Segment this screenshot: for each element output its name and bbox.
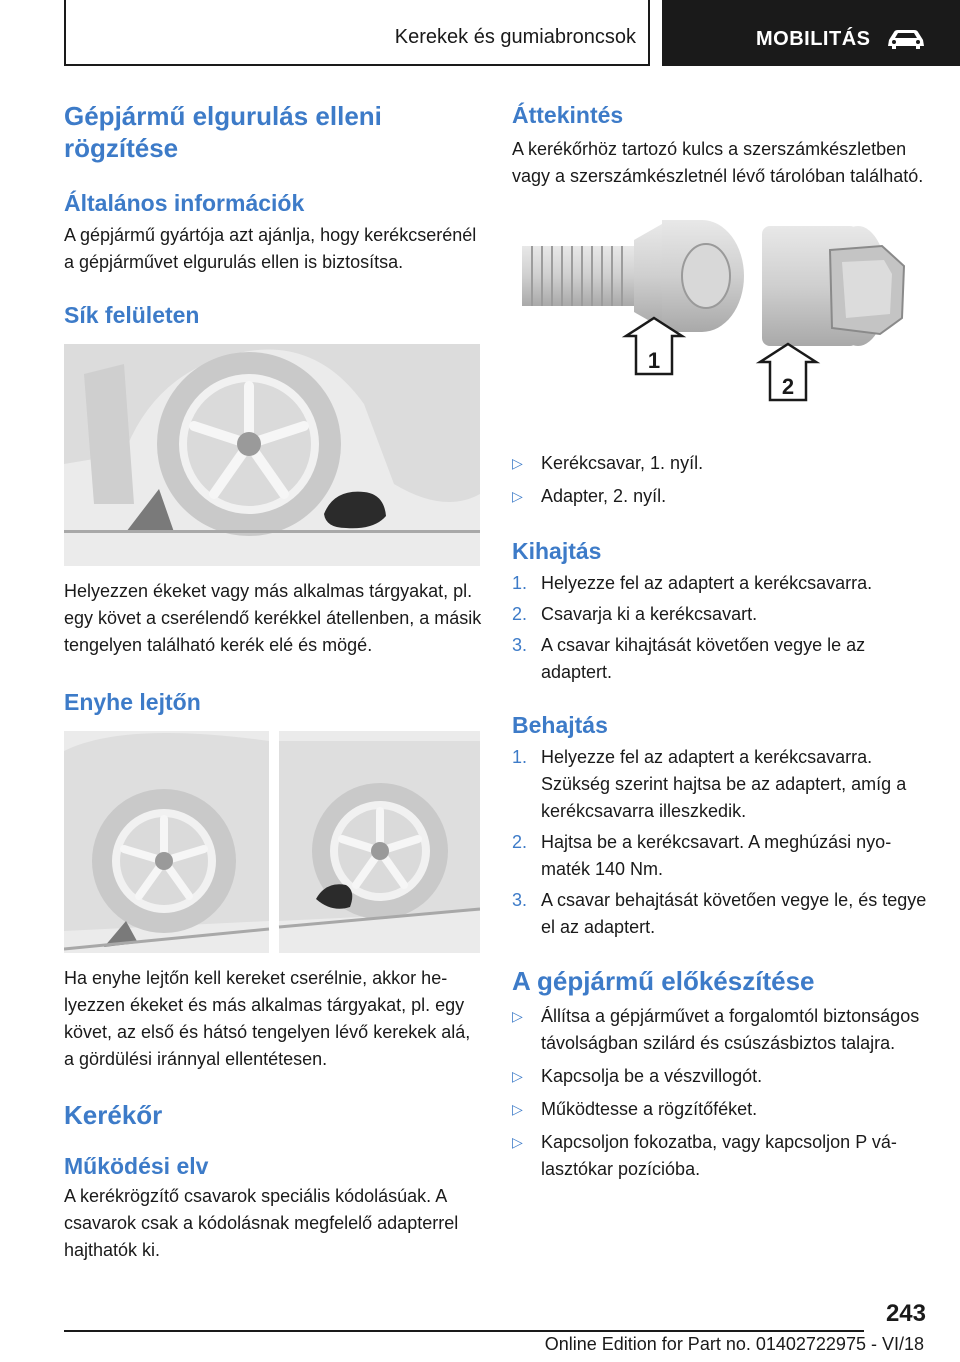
svg-text:1: 1: [647, 348, 661, 373]
slope-heading: Enyhe lejtőn: [64, 689, 201, 715]
footer-divider: [64, 1330, 864, 1332]
car-icon: [886, 28, 926, 50]
step-text: Hajtsa be a kerékcsavart. A meghúzási nyomaték 140 Nm.: [541, 832, 892, 879]
list-item: [512, 570, 930, 597]
bullet-triangle-icon: ▷: [512, 1068, 523, 1084]
wheel-chock-flat-image: [64, 344, 480, 566]
bullet-triangle-icon: ▷: [512, 455, 523, 471]
overview-text: A kerékőrhöz tartozó kulcs a szerszámkészletben vagy a szerszámkészletnél lévő tárolóban található.: [512, 139, 924, 186]
unscrew-heading: Kihajtás: [512, 538, 602, 564]
section-title-line2: rögzítése: [64, 133, 179, 163]
footer-edition-text: Online Edition for Part no. 01402722975 - VI/18: [544, 1334, 924, 1354]
vehicle-prep-heading: A gépjármű előkészítése: [512, 966, 815, 996]
list-item: [512, 1003, 930, 1057]
unscrew-steps: [512, 570, 930, 686]
step-number: 3.: [512, 890, 528, 910]
step-number: 2.: [512, 604, 528, 624]
right-column: [512, 100, 930, 1183]
step-number: 3.: [512, 635, 528, 655]
list-item-text: Kerékcsavar, 1. nyíl.: [541, 453, 704, 473]
list-item: [512, 887, 930, 941]
list-item: [512, 1063, 930, 1090]
list-item-text: Kapcsoljon fokozatba, vagy kapcsoljon P választókar pozícióba.: [541, 1132, 897, 1179]
wheel-chock-slope-image: [64, 731, 480, 953]
list-item-text: Állítsa a gépjárművet a forgalomtól biztonságos távolságban szilárd és csúszásbiztos talajra.: [541, 1006, 920, 1053]
operating-principle-heading: Működési elv: [64, 1153, 209, 1179]
list-item: [512, 483, 930, 510]
header-chapter-label: MOBILITÁS: [756, 28, 871, 50]
general-info-heading: Általános információk: [64, 190, 305, 216]
header-section-title: Kerekek és gumiabroncsok: [394, 26, 636, 48]
list-item: [512, 450, 930, 477]
page-header: [0, 0, 960, 66]
step-text: Helyezze fel az adaptert a kerékcsavarra.: [541, 573, 873, 593]
wheel-bolt-shape: [522, 220, 744, 332]
svg-text:2: 2: [781, 374, 795, 399]
list-item: [512, 601, 930, 628]
list-item: [512, 1096, 930, 1123]
arrow-callout-2: [760, 344, 816, 400]
page-number: 243: [885, 1300, 926, 1327]
operating-principle-text: A kerékrögzítő csavarok speciális kódolásúak. A csavarok csak a kódolásnak megfelelő adapterrel hajthatók ki.: [64, 1186, 459, 1260]
overview-heading: Áttekintés: [512, 102, 624, 128]
step-text: Helyezze fel az adaptert a kerékcsavarra. Szükség szerint hajtsa be az adaptert, amíg a kerékcsavarra illeszkedik.: [541, 747, 907, 821]
list-item: [512, 1129, 930, 1183]
flat-surface-text: Helyezzen ékeket vagy más alkalmas tárgyakat, pl. egy követ a cserélendő kerékkel átellenben, a másik tengelyen található kerék elé és mögé.: [64, 581, 482, 655]
list-item-text: Működtesse a rögzítőféket.: [541, 1099, 758, 1119]
header-section-box: [64, 0, 650, 66]
section-title: [64, 100, 482, 164]
list-item: [512, 744, 930, 825]
flat-surface-illustration: [64, 344, 480, 566]
adapter-shape: [762, 226, 904, 346]
slope-text: Ha enyhe lejtőn kell kereket cserélnie, akkor helyezzen ékeket és más alkalmas tárgyakat, pl. egy követ, az első és hátsó tengelyen lévő kerekek alá, a gördülési iránnyal ellentétesen.: [64, 968, 471, 1069]
bullet-triangle-icon: ▷: [512, 1101, 523, 1117]
list-item: [512, 829, 930, 883]
step-text: Csavarja ki a kerékcsavart.: [541, 604, 758, 624]
slope-illustration: [64, 731, 480, 953]
step-number: 2.: [512, 832, 528, 852]
header-chapter-tab: [662, 0, 960, 66]
bullet-triangle-icon: ▷: [512, 1008, 523, 1024]
general-info-text: A gépjármű gyártója azt ajánlja, hogy kerékcserénél a gépjárművet elgurulás ellen is biztosítsa.: [64, 225, 477, 272]
list-item: [512, 632, 930, 686]
bullet-triangle-icon: ▷: [512, 1134, 523, 1150]
overview-list: [512, 450, 930, 510]
section-title-line1: Gépjármű elgurulás elleni: [64, 101, 382, 131]
wheel-lock-illustration: [512, 210, 928, 430]
screw-in-heading: Behajtás: [512, 712, 608, 738]
step-text: A csavar kihajtását követően vegye le az adaptert.: [541, 635, 866, 682]
list-item-text: Kapcsolja be a vészvillogót.: [541, 1066, 763, 1086]
flat-surface-heading: Sík felületen: [64, 302, 200, 328]
bullet-triangle-icon: ▷: [512, 488, 523, 504]
wheel-lock-bolt-adapter-image: [512, 210, 928, 430]
screw-in-steps: [512, 744, 930, 941]
left-column: [64, 100, 482, 1264]
step-number: 1.: [512, 747, 528, 767]
list-item-text: Adapter, 2. nyíl.: [541, 486, 667, 506]
wheel-lock-heading: Kerékőr: [64, 1100, 163, 1130]
step-text: A csavar behajtását követően vegye le, és tegye el az adaptert.: [541, 890, 927, 937]
step-number: 1.: [512, 573, 528, 593]
vehicle-prep-list: [512, 1003, 930, 1183]
